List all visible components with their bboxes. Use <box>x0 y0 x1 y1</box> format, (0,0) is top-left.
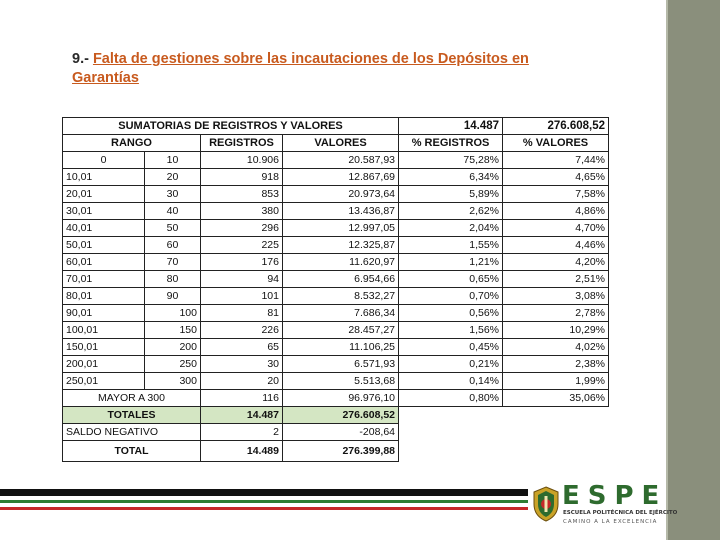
title-number: 9.- <box>72 51 89 67</box>
range-from: 20,01 <box>63 186 145 203</box>
range-to: 90 <box>145 288 201 305</box>
registros-cell: 65 <box>201 339 283 356</box>
pct-valores-cell: 2,78% <box>503 305 609 322</box>
pct-registros-cell: 75,28% <box>399 152 503 169</box>
mayor-pct-valores: 35,06% <box>503 390 609 407</box>
table-row <box>63 339 609 356</box>
pct-valores-cell: 2,51% <box>503 271 609 288</box>
saldo-negativo-valores: -208,64 <box>283 424 399 441</box>
footer-line-red <box>0 507 528 510</box>
pct-registros-cell: 0,14% <box>399 373 503 390</box>
footer-line-green <box>0 500 528 503</box>
pct-valores-cell: 3,08% <box>503 288 609 305</box>
valores-cell: 20.973,64 <box>283 186 399 203</box>
pct-valores-cell: 2,38% <box>503 356 609 373</box>
mayor-pct-registros: 0,80% <box>399 390 503 407</box>
total-valores: 276.399,88 <box>283 441 399 462</box>
mayor-valores: 96.976,10 <box>283 390 399 407</box>
pct-valores-cell: 10,29% <box>503 322 609 339</box>
pct-registros-cell: 6,34% <box>399 169 503 186</box>
range-from: 150,01 <box>63 339 145 356</box>
valores-cell: 12.997,05 <box>283 220 399 237</box>
registros-cell: 94 <box>201 271 283 288</box>
pct-valores-cell: 4,65% <box>503 169 609 186</box>
pct-registros-cell: 2,62% <box>399 203 503 220</box>
range-to: 20 <box>145 169 201 186</box>
espe-subtitle: ESCUELA POLITÉCNICA DEL EJÉRCITO <box>563 510 678 516</box>
table-row <box>63 152 609 169</box>
totales-valores: 276.608,52 <box>283 407 399 424</box>
table-row <box>63 373 609 390</box>
registros-cell: 81 <box>201 305 283 322</box>
col-pct-registros: % REGISTROS <box>399 135 503 152</box>
espe-brand: ESPE <box>562 481 668 511</box>
valores-cell: 12.325,87 <box>283 237 399 254</box>
table-row <box>63 305 609 322</box>
empty-cell <box>503 424 609 441</box>
range-to: 60 <box>145 237 201 254</box>
valores-cell: 11.620,97 <box>283 254 399 271</box>
range-from: 80,01 <box>63 288 145 305</box>
col-rango: RANGO <box>63 135 201 152</box>
empty-cell <box>399 407 503 424</box>
column-header-row <box>63 135 609 152</box>
mayor-registros: 116 <box>201 390 283 407</box>
registros-cell: 853 <box>201 186 283 203</box>
range-to: 10 <box>145 152 201 169</box>
table-row <box>63 203 609 220</box>
mayor-label: MAYOR A 300 <box>63 390 201 407</box>
slide-title <box>72 50 592 88</box>
range-from: 70,01 <box>63 271 145 288</box>
saldo-negativo-registros: 2 <box>201 424 283 441</box>
range-from: 200,01 <box>63 356 145 373</box>
empty-cell <box>399 441 503 462</box>
valores-cell: 13.436,87 <box>283 203 399 220</box>
title-text: Falta de gestiones sobre las incautaciones de los Depósitos en Garantías <box>72 51 529 86</box>
range-to: 200 <box>145 339 201 356</box>
pct-valores-cell: 4,20% <box>503 254 609 271</box>
valores-cell: 11.106,25 <box>283 339 399 356</box>
registros-cell: 30 <box>201 356 283 373</box>
range-from: 10,01 <box>63 169 145 186</box>
range-to: 50 <box>145 220 201 237</box>
totales-registros: 14.487 <box>201 407 283 424</box>
table-title: SUMATORIAS DE REGISTROS Y VALORES <box>63 118 399 135</box>
table-row <box>63 288 609 305</box>
espe-seal-icon <box>532 486 560 522</box>
pct-registros-cell: 0,21% <box>399 356 503 373</box>
pct-registros-cell: 1,21% <box>399 254 503 271</box>
espe-tagline: CAMINO A LA EXCELENCIA <box>563 519 658 525</box>
table-row-saldo-negativo <box>63 424 609 441</box>
pct-registros-cell: 0,45% <box>399 339 503 356</box>
table-row <box>63 254 609 271</box>
pct-registros-cell: 0,70% <box>399 288 503 305</box>
table-row <box>63 237 609 254</box>
pct-registros-cell: 0,65% <box>399 271 503 288</box>
valores-cell: 28.457,27 <box>283 322 399 339</box>
registros-cell: 10.906 <box>201 152 283 169</box>
range-from: 50,01 <box>63 237 145 254</box>
empty-cell <box>503 407 609 424</box>
espe-logo <box>532 481 678 528</box>
total-label: TOTAL <box>63 441 201 462</box>
valores-cell: 20.587,93 <box>283 152 399 169</box>
pct-registros-cell: 0,56% <box>399 305 503 322</box>
table-row <box>63 169 609 186</box>
total-registros: 14.489 <box>201 441 283 462</box>
pct-registros-cell: 5,89% <box>399 186 503 203</box>
col-registros: REGISTROS <box>201 135 283 152</box>
valores-cell: 5.513,68 <box>283 373 399 390</box>
col-valores: VALORES <box>283 135 399 152</box>
registros-cell: 101 <box>201 288 283 305</box>
registros-cell: 225 <box>201 237 283 254</box>
range-to: 40 <box>145 203 201 220</box>
empty-cell <box>503 441 609 462</box>
registros-cell: 176 <box>201 254 283 271</box>
registros-cell: 918 <box>201 169 283 186</box>
registros-cell: 380 <box>201 203 283 220</box>
pct-valores-cell: 7,58% <box>503 186 609 203</box>
range-to: 300 <box>145 373 201 390</box>
valores-cell: 6.571,93 <box>283 356 399 373</box>
table-row <box>63 186 609 203</box>
registros-cell: 226 <box>201 322 283 339</box>
table-row <box>63 271 609 288</box>
range-from: 60,01 <box>63 254 145 271</box>
range-to: 250 <box>145 356 201 373</box>
pct-registros-cell: 2,04% <box>399 220 503 237</box>
valores-cell: 12.867,69 <box>283 169 399 186</box>
valores-cell: 8.532,27 <box>283 288 399 305</box>
table-row <box>63 220 609 237</box>
range-to: 150 <box>145 322 201 339</box>
range-to: 70 <box>145 254 201 271</box>
pct-valores-cell: 7,44% <box>503 152 609 169</box>
pct-valores-cell: 4,02% <box>503 339 609 356</box>
table-row <box>63 356 609 373</box>
valores-cell: 7.686,34 <box>283 305 399 322</box>
table-row-totales <box>63 407 609 424</box>
range-to: 80 <box>145 271 201 288</box>
range-from: 30,01 <box>63 203 145 220</box>
range-from: 250,01 <box>63 373 145 390</box>
header-total-valores: 276.608,52 <box>503 118 609 135</box>
pct-valores-cell: 1,99% <box>503 373 609 390</box>
col-pct-valores: % VALORES <box>503 135 609 152</box>
summary-table <box>62 117 609 462</box>
empty-cell <box>399 424 503 441</box>
range-from: 90,01 <box>63 305 145 322</box>
pct-registros-cell: 1,56% <box>399 322 503 339</box>
range-to: 30 <box>145 186 201 203</box>
pct-valores-cell: 4,70% <box>503 220 609 237</box>
side-bar <box>668 0 720 540</box>
pct-registros-cell: 1,55% <box>399 237 503 254</box>
range-to: 100 <box>145 305 201 322</box>
pct-valores-cell: 4,86% <box>503 203 609 220</box>
valores-cell: 6.954,66 <box>283 271 399 288</box>
table-row-mayor <box>63 390 609 407</box>
registros-cell: 20 <box>201 373 283 390</box>
registros-cell: 296 <box>201 220 283 237</box>
table-row-total <box>63 441 609 462</box>
table-row <box>63 322 609 339</box>
range-from: 100,01 <box>63 322 145 339</box>
footer-line-black <box>0 489 528 496</box>
table-header-row <box>63 118 609 135</box>
pct-valores-cell: 4,46% <box>503 237 609 254</box>
totales-label: TOTALES <box>63 407 201 424</box>
range-from: 0 <box>63 152 145 169</box>
header-total-registros: 14.487 <box>399 118 503 135</box>
range-from: 40,01 <box>63 220 145 237</box>
saldo-negativo-label: SALDO NEGATIVO <box>63 424 201 441</box>
